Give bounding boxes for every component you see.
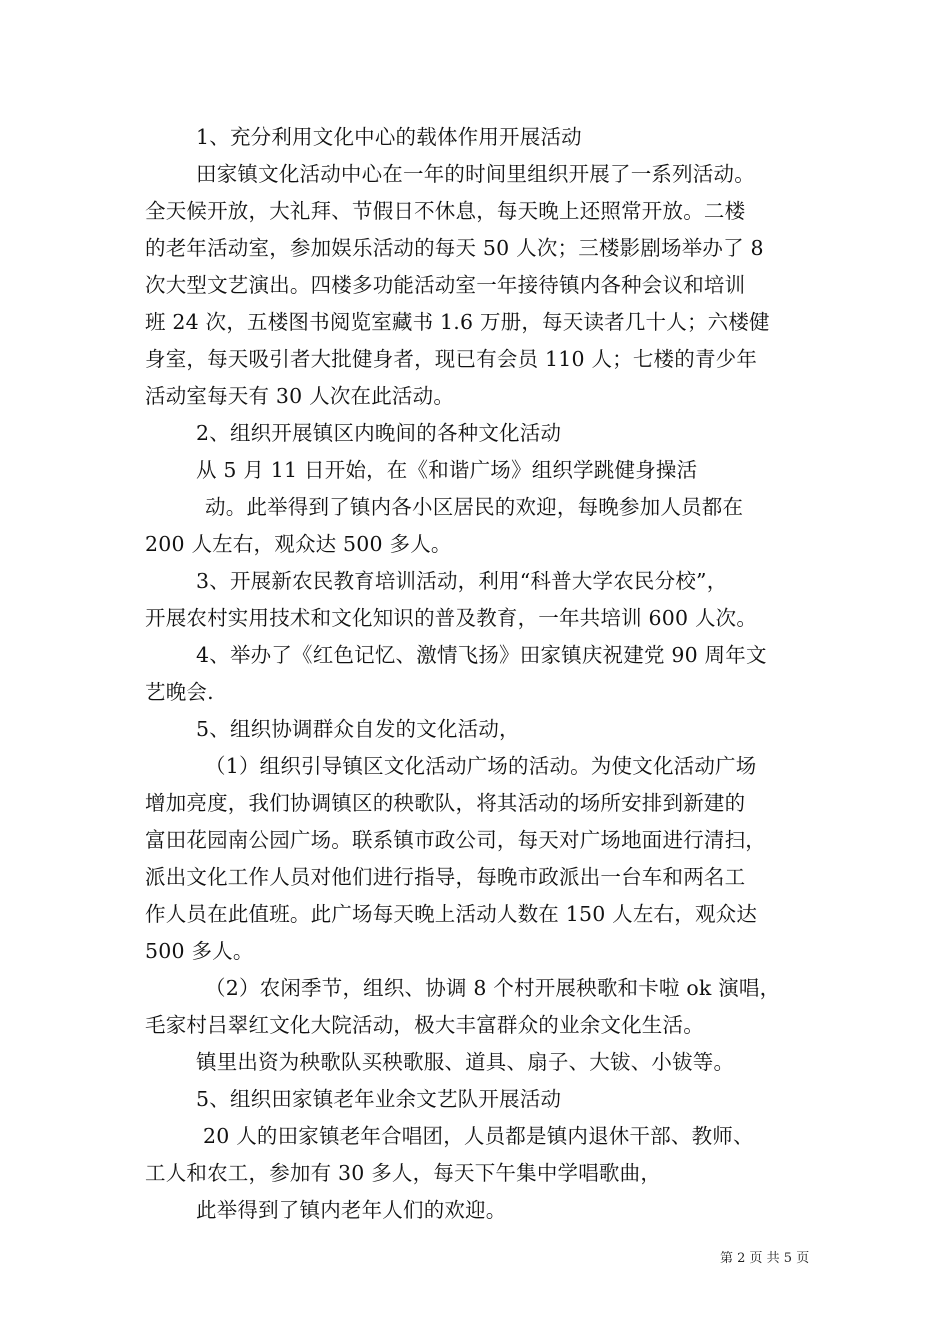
paragraph-line: 开展农村实用技术和文化知识的普及教育，一年共培训 600 人次。 xyxy=(145,606,758,630)
paragraph-line: 此举得到了镇内老年人们的欢迎。 xyxy=(196,1198,507,1222)
paragraph-line: 富田花园南公园广场。联系镇市政公司，每天对广场地面进行清扫， xyxy=(145,828,766,852)
paragraph-line: 工人和农工，参加有 30 多人，每天下午集中学唱歌曲， xyxy=(145,1161,662,1185)
paragraph-line: 增加亮度，我们协调镇区的秧歌队，将其活动的场所安排到新建的 xyxy=(145,791,746,815)
paragraph-line: 20 人的田家镇老年合唱团，人员都是镇内退休干部、教师、 xyxy=(203,1124,754,1148)
section-heading-4: 4、举办了《红色记忆、激情飞扬》田家镇庆祝建党 90 周年文 xyxy=(196,643,767,667)
paragraph-line: 动。此举得到了镇内各小区居民的欢迎，每晚参加人员都在 xyxy=(205,495,744,519)
paragraph-line: 200 人左右，观众达 500 多人。 xyxy=(145,532,452,556)
paragraph-line: 毛家村吕翠红文化大院活动，极大丰富群众的业余文化生活。 xyxy=(145,1013,704,1037)
section-heading-2: 2、组织开展镇区内晚间的各种文化活动 xyxy=(196,421,562,445)
section-heading-3: 3、开展新农民教育培训活动，利用“科普大学农民分校”， xyxy=(196,569,728,593)
paragraph-line: 田家镇文化活动中心在一年的时间里组织开展了一系列活动。 xyxy=(196,162,755,186)
paragraph-line: 班 24 次，五楼图书阅览室藏书 1.6 万册，每天读者几十人；六楼健 xyxy=(145,310,770,334)
section-heading-5: 5、组织协调群众自发的文化活动， xyxy=(196,717,520,741)
paragraph-line: 的老年活动室，参加娱乐活动的每天 50 人次；三楼影剧场举办了 8 xyxy=(145,236,764,260)
paragraph-line: 作人员在此值班。此广场每天晚上活动人数在 150 人左右，观众达 xyxy=(145,902,758,926)
paragraph-line: 艺晚会. xyxy=(145,680,214,704)
paragraph-line: 派出文化工作人员对他们进行指导，每晚市政派出一台车和两名工 xyxy=(145,865,746,889)
page-footer: 第 2 页 共 5 页 xyxy=(720,1251,810,1266)
paragraph-line: 活动室每天有 30 人次在此活动。 xyxy=(145,384,455,408)
section-heading-1: 1、充分利用文化中心的载体作用开展活动 xyxy=(196,125,582,149)
section-heading-6: 5、组织田家镇老年业余文艺队开展活动 xyxy=(196,1087,562,1111)
paragraph-line: 从 5 月 11 日开始，在《和谐广场》组织学跳健身操活 xyxy=(196,458,698,482)
paragraph-line: 500 多人。 xyxy=(145,939,254,963)
paragraph-line: （2）农闲季节，组织、协调 8 个村开展秧歌和卡啦 ok 演唱， xyxy=(205,976,781,1000)
paragraph-line: 镇里出资为秧歌队买秧歌服、道具、扇子、大钹、小钹等。 xyxy=(196,1050,735,1074)
paragraph-line: 全天候开放，大礼拜、节假日不休息，每天晚上还照常开放。二楼 xyxy=(145,199,746,223)
paragraph-line: 身室，每天吸引者大批健身者，现已有会员 110 人；七楼的青少年 xyxy=(145,347,758,371)
paragraph-line: 次大型文艺演出。四楼多功能活动室一年接待镇内各种会议和培训 xyxy=(145,273,746,297)
paragraph-line: （1）组织引导镇区文化活动广场的活动。为使文化活动广场 xyxy=(205,754,757,778)
